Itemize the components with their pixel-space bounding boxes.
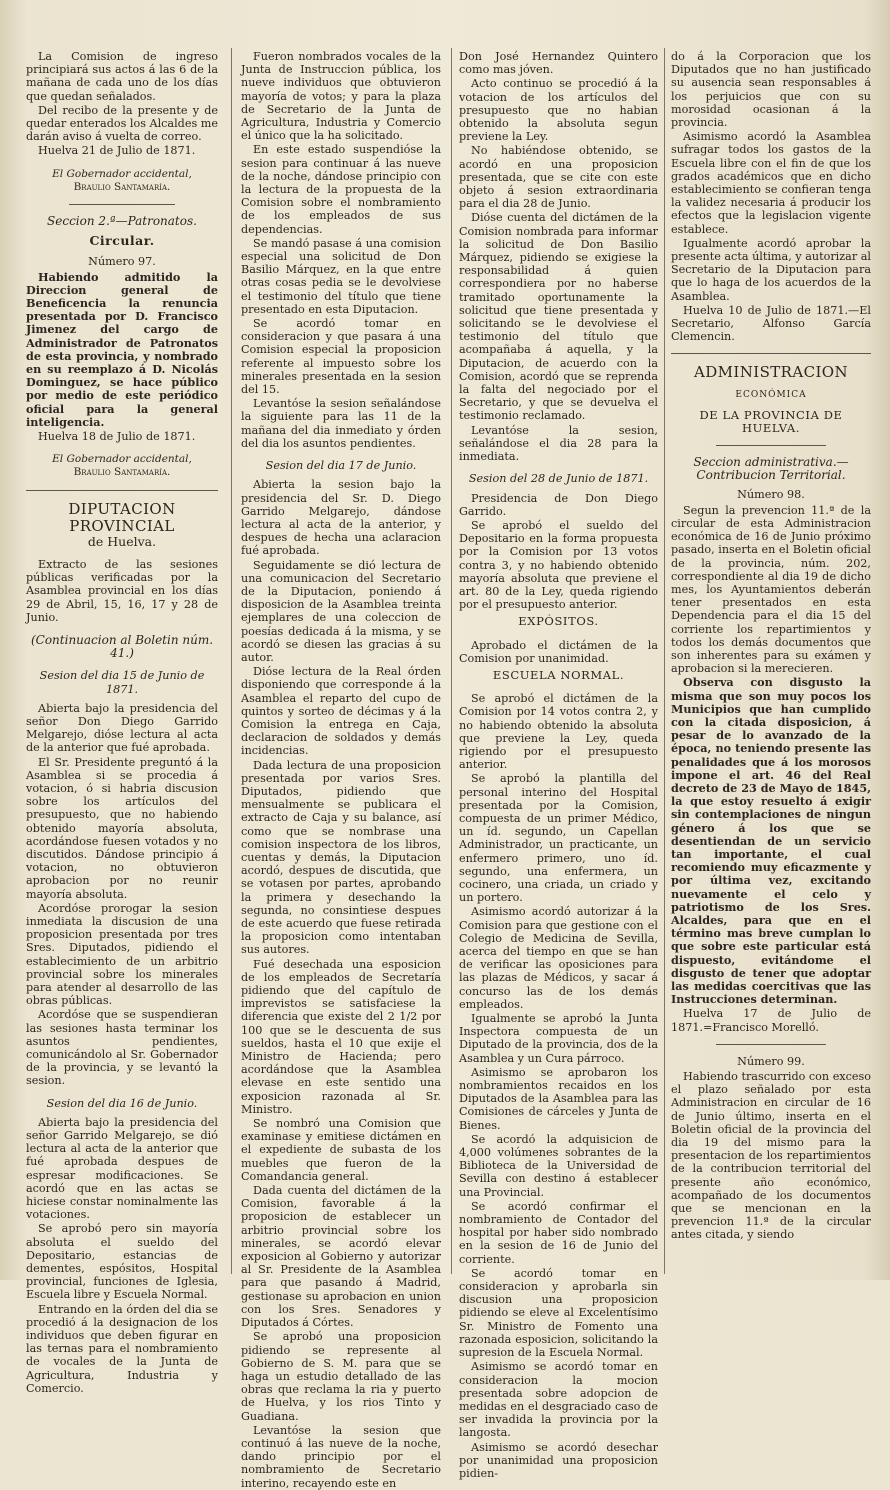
paragraph: Igualmente se aprobó la Junta Inspectora compuesta de un Diputado de la provincia, dos de la Asamblea y un Cura párroco.	[459, 1012, 658, 1065]
signature-name: Braulio Santamaría.	[73, 180, 171, 193]
notice-number: Número 98.	[737, 488, 805, 502]
column-4	[671, 50, 871, 1272]
paragraph: Se acordó tomar en consideracion y aprobarla sin discusion una proposicion pidiendo se eleve al Excelentísimo Sr. Ministro de Fomento una razonada esposicion, solicitando la supresion de la Escuela Normal.	[459, 1266, 658, 1360]
paragraph: Abierta bajo la presidencia del señor Don Diego Garrido Melgarejo, dióse lectura al acta de la anterior que fué aprobada.	[26, 701, 218, 755]
section-subheading: de Huelva.	[87, 533, 157, 549]
column-1	[26, 50, 218, 1395]
column-rule	[451, 48, 452, 1274]
dateline: Huelva 10 de Julio de 1871.—El Secretario, Alfonso García Clemencin.	[671, 303, 871, 344]
subsection-heading: ESCUELA NORMAL.	[492, 667, 625, 682]
dateline: Huelva 18 de Julio de 1871.	[38, 430, 196, 444]
signature-title: El Gobernador accidental,	[52, 167, 192, 180]
session-date: Sesion del dia 17 de Junio.	[265, 459, 417, 473]
paragraph: Asimismo se aprobaron los nombramientos recaidos en los Diputados de la Asamblea para las Comisiones de cárceles y Junta de Bienes.	[459, 1065, 658, 1132]
paragraph: Se aprobó la plantilla del personal interino del Hospital presentada por la Comision, compuesta de un primer Médico, un íd. segundo, un Capellan Administrador, un practicante, un enfermero primero, uno íd. segundo, una enfermera, un cocinero, una criada, un criado y un portero.	[459, 772, 658, 905]
session-date: Sesion del dia 15 de Junio de 1871.	[39, 669, 205, 696]
subsection-heading: EXPÓSITOS.	[518, 614, 599, 629]
paragraph: Se mandó pasase á una comision especial una solicitud de Don Basilio Márquez, en la que entre otras cosas pedia se le devolviese el testimonio del título que tiene presentado en esta Diputacion.	[241, 236, 441, 316]
divider	[671, 353, 871, 354]
paragraph: Acordóse que se suspendieran las sesiones hasta terminar los asuntos pendientes, comunicándolo al Sr. Gobernador de la provincia, y se levantó la sesion.	[26, 1008, 218, 1088]
paragraph: Segun la prevencion 11.ª de la circular de esta Administracion económica de 16 de Junio próximo pasado, inserta en el Boletin oficial de la provincia, núm. 202, correspondiente al dia 19 de dicho mes, los Ayuntamientos deberán tener presentados en esta Dependencia para el dia 15 del corriente los repartimientos y todos los demás documentos que son inherentes para su exámen y aprobacion si la merecieren.	[671, 503, 871, 676]
paragraph: Observa con disgusto la misma que son muy pocos los Municipios que han cumplido con la citada disposicion, á pesar de lo avanzado de la época, no teniendo presente las penalidades que á los morosos impone el art. 46 del Real decreto de 23 de Mayo de 1845, la que estoy resuelto á exigir sin contemplaciones de ningun género á los que se desentiendan de un servicio tan importante, el cual recomiendo muy eficazmente y por última vez, excitando nuevamente el celo y patriotismo de los Sres. Alcaldes, para que en el término mas breve cumplan lo que sobre este particular está dispuesto, evitándome el disgusto de tener que adoptar las medidas coercitivas que las Instrucciones determinan.	[671, 675, 871, 1007]
paragraph: Asimismo se acordó tomar en consideracion la mocion presentada sobre adopcion de medidas en el desgraciado caso de ser invadida la provincia por la langosta.	[459, 1360, 658, 1440]
paragraph: Aprobado el dictámen de la Comision por unanimidad.	[459, 638, 658, 665]
paragraph: Abierta la sesion bajo la presidencia del Sr. D. Diego Garrido Melgarejo, dándose lectura al acta de la anterior, y despues de hecha una aclaracion fué aprobada.	[241, 478, 441, 558]
divider	[716, 445, 826, 446]
circular-heading: Circular.	[89, 233, 155, 249]
paragraph: Levantóse la sesion que continuó á las nueve de la noche, dando principio por el nombramiento de Secretario interino, recayendo este en	[241, 1423, 441, 1490]
paragraph: Se aprobó el dictámen de la Comision por 14 votos contra 2, y no habiendo obtenido la absoluta que previene la Ley, queda rigiendo por el presupuesto anterior.	[459, 692, 658, 772]
divider	[26, 490, 218, 491]
section-title: Seccion 2.ª—Patronatos.	[47, 214, 197, 229]
paragraph: Levantóse la sesion, señalándose el dia 28 para la inmediata.	[459, 423, 658, 464]
signature-title: El Gobernador accidental,	[52, 453, 192, 466]
paragraph: Presidencia de Don Diego Garrido.	[459, 491, 658, 518]
section-title: Seccion administrativa.—Contribucion Territorial.	[693, 455, 849, 483]
paragraph: Dióse cuenta del dictámen de la Comision nombrada para informar la solicitud de Don Basilio Márquez, pidiendo se exigiese la responsabilidad á quien correspondiera por no haberse tramitado oportunamente la solicitud que tiene presentada y solicitando se le devolviese el testimonio del título que acompañaba á aquella, y la Diputacion, de acuerdo con la Comision, acordó que se reprenda la falta del negociado por el Secretario, y que se devuelva el testimonio reclamado.	[459, 211, 658, 423]
section-heading: ADMINISTRACION	[693, 363, 849, 382]
summary: Extracto de las sesiones públicas verificadas por la Asamblea provincial en los días 29 de Abril, 15, 16, 17 y 28 de Junio.	[26, 557, 218, 624]
paragraph: Se nombró una Comision que examinase y emitiese dictámen en el expediente de subasta de los muebles que fueron de la Comandancia general.	[241, 1117, 441, 1183]
paragraph: Asimismo se acordó desechar por unanimidad una proposicion pidien-	[459, 1440, 658, 1480]
paragraph: Fueron nombrados vocales de la Junta de Instruccion pública, los nueve individuos que obtuvieron mayoría de votos; y para la plaza de Secretario de la Junta de Agricultura, Industria y Comercio el único que la ha solicitado.	[241, 50, 441, 143]
paragraph: Igualmente acordó aprobar la presente acta última, y autorizar al Secretario de la Diputacion para que lo haga de los acuerdos de la Asamblea.	[671, 236, 871, 303]
column-rule	[231, 48, 232, 1274]
paragraph: Don José Hernandez Quintero como mas jóven.	[459, 50, 658, 77]
paragraph: Dióse lectura de la Real órden disponiendo que corresponde á la Asamblea el reparto del cupo de quintos y sorteo de décimas y á la Comision la entrega en Caja, declaracion de soldados y demás incidencias.	[241, 665, 441, 758]
section-heading: DIPUTACION PROVINCIAL	[68, 499, 176, 535]
paragraph: Se acordó confirmar el nombramiento de Contador del hospital por haber sido nombrado en la sesion de 16 de Junio del corriente.	[459, 1199, 658, 1266]
paragraph: Acto continuo se procedió á la votacion de los artículos del presupuesto que no habian obtenido la absoluta segun previene la Ley.	[459, 77, 658, 144]
paragraph: Fué desechada una esposicion de los empleados de Secretaría pidiendo que del capítulo de imprevistos se satisfaciese la diferencia que existe del 2 1/2 por 100 que se le descuenta de sus sueldos, hasta el 10 que exije el Ministro de Hacienda; pero acordándose que la Asamblea elevase en este sentido una exposicion razonada al Sr. Ministro.	[241, 957, 441, 1116]
continuation-note: (Continuacion al Boletin núm. 41.)	[30, 632, 214, 661]
paragraph: Se acordó la adquisicion de 4,000 volúmenes sobrantes de la Biblioteca de la Universidad de Sevilla con destino á establecer una Provincial.	[459, 1132, 658, 1199]
paragraph: Se aprobó pero sin mayoría absoluta el sueldo del Depositario, estancias de dementes, espósitos, Hospital provincial, funciones de Iglesia, Escuela libre y Escuela Normal.	[26, 1222, 218, 1302]
notice-number: Número 99.	[737, 1054, 805, 1068]
paragraph: Se acordó tomar en consideracion y que pasara á una Comision especial la proposicion referente al impuesto sobre los minerales presentada en la sesion del 15.	[241, 317, 441, 397]
section-subheading: ECONÓMICA	[735, 390, 807, 401]
session-date: Sesion del dia 16 de Junio.	[46, 1096, 198, 1110]
paragraph: En este estado suspendióse la sesion para continuar á las nueve de la noche, dándose principio con la lectura de la propuesta de la Comision sobre el nombramiento de los empleados de sus dependencias.	[241, 143, 441, 236]
paragraph: Del recibo de la presente y de quedar enterados los Alcaldes me darán aviso á vuelta de correo.	[26, 103, 218, 144]
notice-number: Número 97.	[88, 255, 156, 269]
paragraph: Dada lectura de una proposicion presentada por varios Sres. Diputados, pidiendo que mensualmente se publicara el extracto de Caja y su balance, así como que se nombrase una comision inspectora de los libros, cuentas y demás, la Diputacion acordó, despues de discutida, que se votasen por partes, aprobando la primera y desechando la segunda, no consintiese despues de este acuerdo que fuese retirada la proposicion como intentaban sus autores.	[241, 758, 441, 957]
paragraph: Asimismo acordó autorizar á la Comision para que gestione con el Colegio de Medicina de Sevilla, acerca del tiempo en que se han de verificar las oposiciones para las plazas de Médicos, y sacar á concurso las de los demás empleados.	[459, 905, 658, 1011]
paragraph: Habiendo admitido la Direccion general de Beneficencia la renuncia presentada por D. Francisco Jimenez del cargo de Administrador de Patronatos de esta provincia, y nombrado en su reemplazo á D. Nicolás Dominguez, se hace público por medio de este periódico oficial para la general inteligencia.	[26, 269, 218, 429]
column-3	[459, 50, 658, 1480]
paragraph: Se aprobó una proposicion pidiendo se represente al Gobierno de S. M. para que se haga un estudio detallado de las obras que reclama la ria y puerto de Huelva, y los rios Tinto y Guadiana.	[241, 1330, 441, 1423]
dateline: Huelva 21 de Julio de 1871.	[38, 144, 196, 158]
divider	[716, 1044, 826, 1045]
paragraph: La Comision de ingreso principiará sus actos á las 6 de la mañana de cada uno de los días que quedan señalados.	[26, 50, 218, 103]
dateline: Huelva 17 de Julio de 1871.=Francisco Morelló.	[671, 1007, 871, 1034]
paragraph: Abierta bajo la presidencia del señor Garrido Melgarejo, se dió lectura al acta de la anterior que fué aprobada despues de espresar modificaciones. Se acordó que en las actas se hiciese constar nominalmente las votaciones.	[26, 1115, 218, 1222]
paragraph: Habiendo trascurrido con exceso el plazo señalado por esta Administracion en circular de 16 de Junio último, inserta en el Boletin oficial de la provincia del dia 19 del mismo para la presentacion de los repartimientos de la contribucion territorial del presente año económico, acompañado de los documentos que se mencionan en la prevencion 11.ª de la circular antes citada, y siendo	[671, 1070, 871, 1242]
paragraph: Se aprobó el sueldo del Depositario en la forma propuesta por la Comision por 13 votos contra 3, y no habiendo obtenido mayoría absoluta que previene el art. 80 de la Ley, queda rigiendo por el presupuesto anterior.	[459, 518, 658, 612]
paragraph: Entrando en la órden del dia se procedió á la designacion de los individuos que deben figurar en las ternas para el nombramiento de vocales de la Junta de Agricultura, Industria y Comercio.	[26, 1302, 218, 1395]
paragraph: Levantóse la sesion señalándose la siguiente para las 11 de la mañana del dia inmediato y órden del dia los asuntos pendientes.	[241, 397, 441, 450]
signature-name: Braulio Santamaría.	[73, 466, 171, 479]
column-rule	[664, 48, 665, 1274]
paragraph: Seguidamente se dió lectura de una comunicacion del Secretario de la Diputacion, poniendo á disposicion de la Asamblea treinta ejemplares de una coleccion de poesías dedicada á la misma, y se acordó se diesen las gracias á su autor.	[241, 558, 441, 664]
paragraph: Asimismo acordó la Asamblea sufragar todos los gastos de la Escuela libre con el fin de que los grados académicos que en dicho establecimiento se confieran tenga la validez necesaria á producir los efectos que la legislacion vigente establece.	[671, 130, 871, 236]
paragraph: El Sr. Presidente preguntó á la Asamblea si se procedia á votacion, ó si habria discusion sobre los artículos del presupuesto, que no habiendo obtenido mayoría absoluta, acordándose fuesen votados y no discutidos. Dándose principio á votacion, no obtuvieron aprobacion por no reunir mayoría absoluta.	[26, 755, 218, 901]
paragraph: do á la Corporacion que los Diputados que no han justificado su ausencia sean responsables á los perjuicios que con su morosidad ocasionan á la provincia.	[671, 50, 871, 130]
paragraph: No habiéndose obtenido, se acordó en una proposicion presentada, que se cite con este objeto á sesion extraordinaria para el dia 28 de Junio.	[459, 144, 658, 211]
paragraph: Acordóse prorogar la sesion inmediata la discusion de una proposicion presentada por tres Sres. Diputados, pidiendo el establecimiento de un arbitrio provincial sobre los minerales para atender al desarrollo de las obras públicas.	[26, 901, 218, 1008]
section-subheading: DE LA PROVINCIA DE HUELVA.	[699, 407, 843, 435]
paragraph: Dada cuenta del dictámen de la Comision, favorable á la proposicion de establecer un arbitrio provincial sobre los minerales, se acordó elevar exposicion al Gobierno y autorizar al Sr. Presidente de la Asamblea para que pasando á Madrid, gestionase su aprobacion en union con los Sres. Senadores y Diputados á Córtes.	[241, 1184, 441, 1330]
divider	[69, 204, 175, 205]
session-date: Sesion del 28 de Junio de 1871.	[468, 472, 649, 486]
column-2	[241, 50, 441, 1490]
